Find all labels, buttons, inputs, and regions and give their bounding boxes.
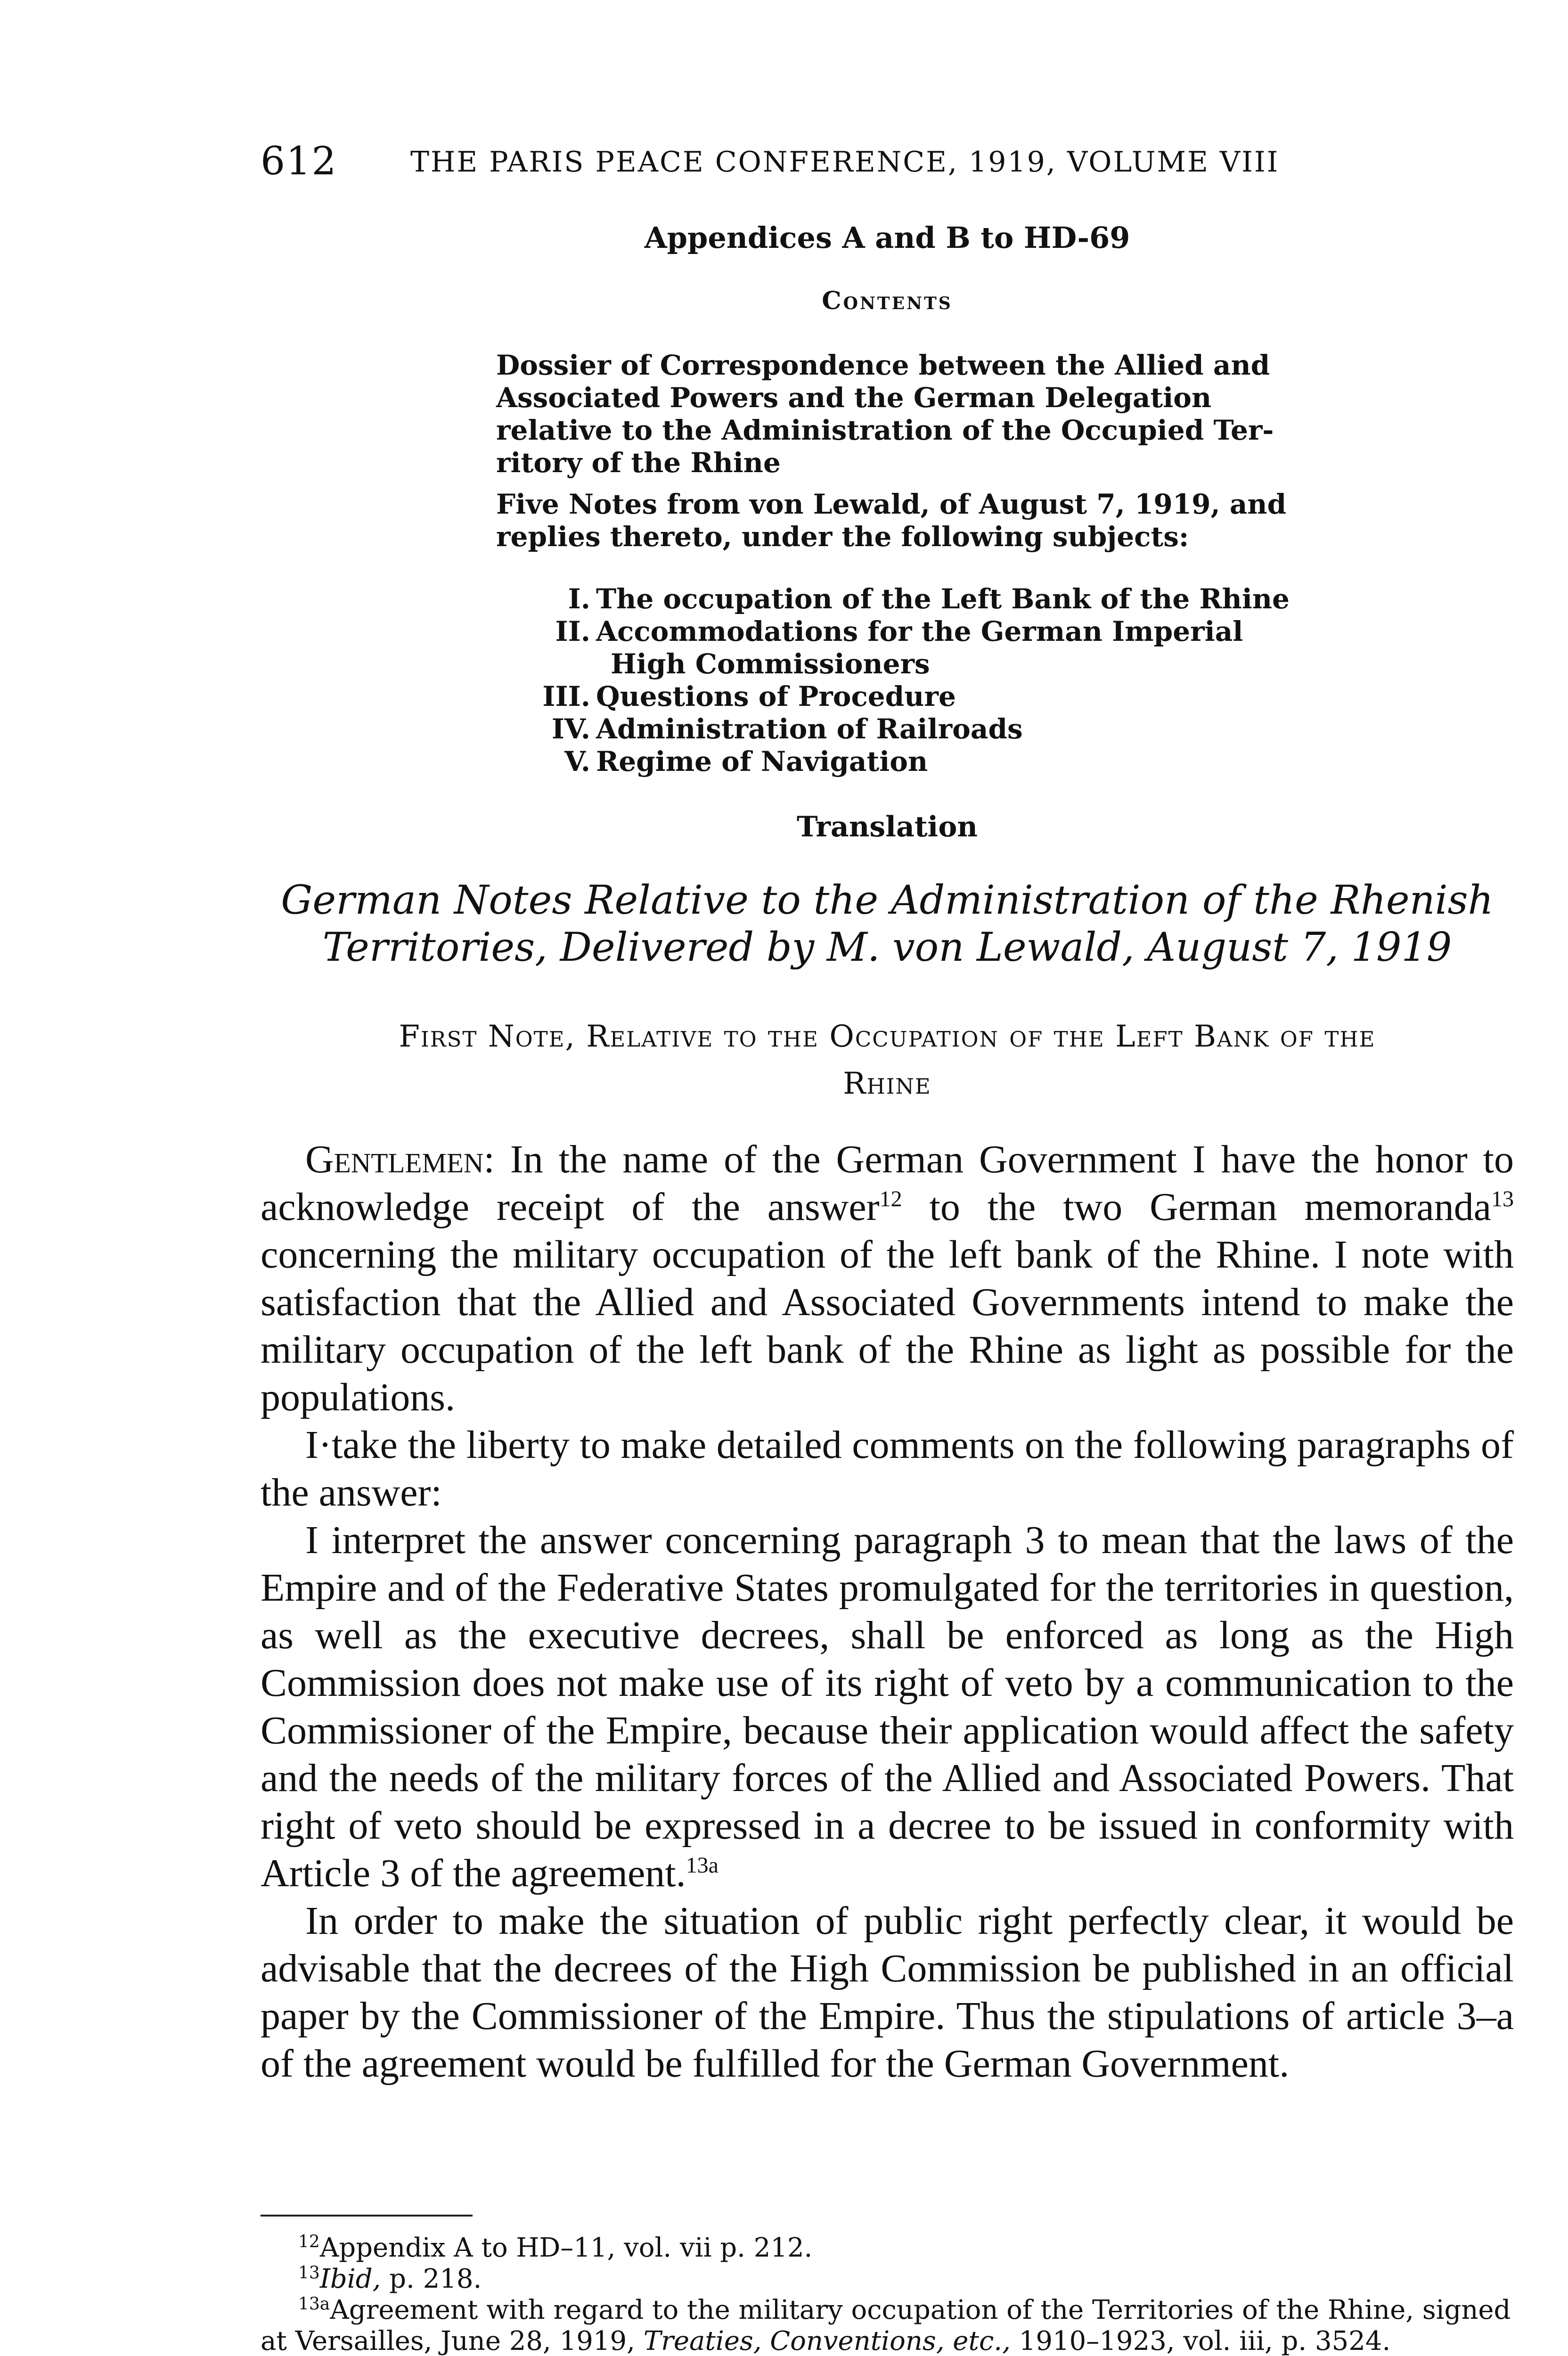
subject-text: High Commissioners (611, 648, 930, 680)
contents-heading: Contents (822, 286, 953, 315)
first-note-heading-line: First Note, Relative to the Occupation of the Left Bank of the (399, 1019, 1376, 1054)
footnote-italic: Ibid, (319, 2264, 381, 2294)
paragraph-text: concerning the military occupation of the left bank of the Rhine. I note with satisfaction that the Allied and Associated Governments intend to make the military occupation of the left bank of the Rhine as light as possible for the populations. (261, 1233, 1514, 1419)
paragraph-text: In the name of the German Government I have the honor to acknowledge receipt of the answer (261, 1137, 1514, 1229)
paragraph-text: to the two German memoranda (902, 1185, 1491, 1229)
footnote-text: 1910–1923, vol. iii, p. 3524. (1010, 2326, 1391, 2356)
paragraph-text: I interpret the answer concerning paragraph 3 to mean that the laws of the Empire and of the Federative States promulgated for the territories in question, as well as the executive decrees, shall be enforced as long as the High Commission does not make use of its right of veto by a communication to the Commissioner of the Empire, because their application would affect the safety and the needs of the military forces of the Allied and Associated Powers. That right of veto should be expressed in a decree to be issued in conformity with Article 3 of the agreement. (261, 1518, 1514, 1895)
notes-title-line: German Notes Relative to the Administration of the Rhenish (281, 877, 1494, 923)
subject-text: Questions of Procedure (596, 680, 956, 712)
footnote-divider (261, 2215, 473, 2217)
salutation: Gentlemen: (305, 1137, 495, 1181)
subject-number: I. (568, 583, 590, 615)
dossier-line: ritory of the Rhine (496, 447, 781, 479)
contents-dossier (496, 349, 1281, 479)
list-item (496, 648, 1281, 680)
subject-number: II. (555, 615, 590, 647)
paragraph-text: I·take the liberty to make detailed comments on the following paragraphs of the answer: (261, 1423, 1514, 1514)
list-item (496, 713, 1281, 745)
footnote-mark: 13 (298, 2263, 320, 2283)
five-notes-line: Five Notes from von Lewald, of August 7, 1919, and (496, 488, 1287, 520)
footnote-reference[interactable]: 13a (686, 1853, 719, 1878)
footnote-reference[interactable]: 13 (1491, 1186, 1514, 1211)
dossier-line: Dossier of Correspondence between the Allied and (496, 349, 1270, 381)
footnote-italic: Treaties, Conventions, etc., (643, 2326, 1011, 2356)
subject-text: Accommodations for the German Imperial (596, 615, 1243, 647)
footnotes (261, 2233, 1514, 2356)
footnote-reference[interactable]: 12 (879, 1186, 902, 1211)
subject-number: V. (564, 745, 590, 777)
page-number: 612 (261, 139, 337, 184)
contents-five-notes (496, 488, 1287, 553)
running-title: THE PARIS PEACE CONFERENCE, 1919, VOLUME VIII (410, 146, 1280, 179)
paragraph (261, 1136, 1514, 1421)
footnote (261, 2233, 1514, 2264)
subject-number: III. (542, 680, 590, 712)
footnote (261, 2295, 1514, 2356)
first-note-heading (261, 1013, 1514, 1107)
notes-title-line: Territories, Delivered by M. von Lewald, August 7, 1919 (322, 924, 1452, 970)
first-note-heading-line: Rhine (843, 1066, 931, 1101)
notes-title (261, 876, 1514, 971)
footnote-text: p. 218. (381, 2264, 482, 2294)
subject-text: The occupation of the Left Bank of the Rhine (596, 583, 1290, 615)
list-item (496, 583, 1290, 615)
list-item (496, 745, 1281, 778)
dossier-line: relative to the Administration of the Occupied Ter- (496, 414, 1274, 446)
paragraph (261, 1516, 1514, 1897)
footnote-mark: 13a (298, 2294, 330, 2314)
footnote-text: Appendix A to HD–11, vol. vii p. 212. (319, 2233, 813, 2263)
list-item (496, 680, 1281, 713)
footnote (261, 2264, 1514, 2295)
translation-label: Translation (797, 810, 978, 843)
footnote-mark: 12 (298, 2232, 320, 2252)
paragraph (261, 1897, 1514, 2087)
dossier-line: Associated Powers and the German Delegation (496, 382, 1212, 414)
appendix-title: Appendices A and B to HD-69 (644, 221, 1130, 255)
subject-text: Administration of Railroads (596, 713, 1023, 745)
running-head (261, 139, 1514, 191)
subjects-list (496, 583, 1290, 778)
paragraph-text: In order to make the situation of public right perfectly clear, it would be advisable that the decrees of the High Commission be published in an official paper by the Commissioner of the Empire. Thus the stipulations of article 3–a of the agreement would be fulfilled for the German Government. (261, 1899, 1514, 2086)
body-text (261, 1136, 1514, 2087)
footnote-text: Agreement with regard to the military occupation of the Territories of the Rhine, signed at Versailles, June 28, 1919, (261, 2295, 1511, 2356)
five-notes-line: replies thereto, under the following subjects: (496, 521, 1189, 553)
subject-text: Regime of Navigation (596, 745, 928, 777)
paragraph (261, 1421, 1514, 1516)
subject-number: IV. (551, 713, 590, 745)
list-item (496, 615, 1281, 648)
